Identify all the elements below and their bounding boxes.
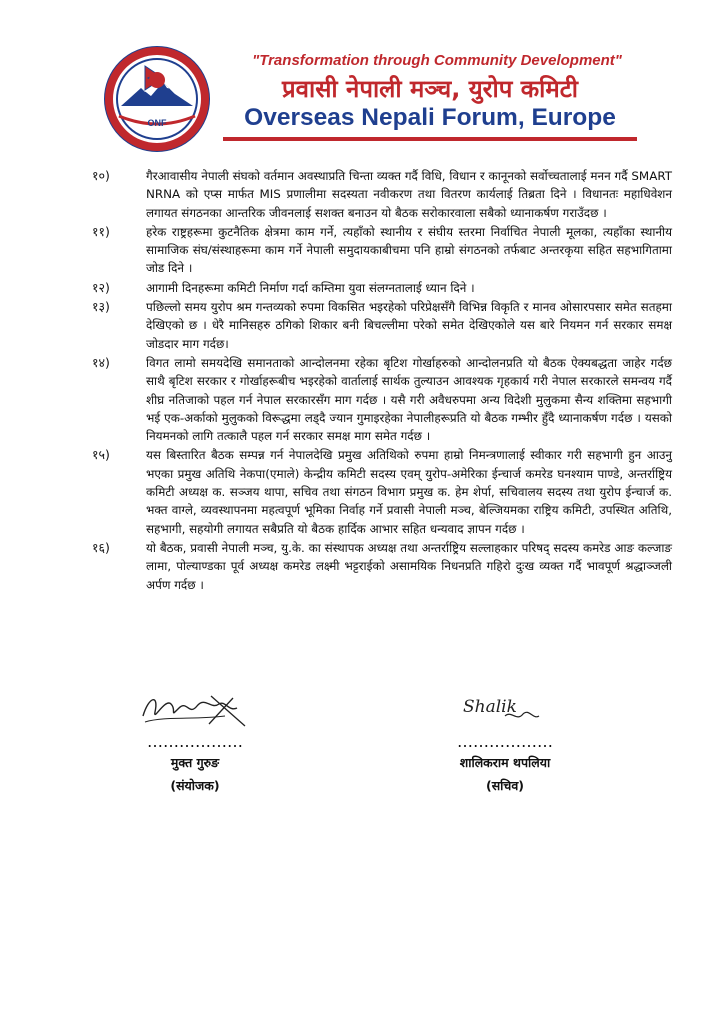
- item-number: ११): [92, 223, 110, 239]
- list-item: [92, 446, 672, 537]
- item-number: १४): [92, 354, 110, 370]
- list-item: [92, 167, 672, 222]
- resolution-list: [92, 167, 672, 595]
- signature-image: [435, 686, 575, 732]
- svg-text:Shalik: Shalik: [463, 697, 517, 717]
- item-text: हरेक राष्ट्रहरूमा कुटनैतिक क्षेत्रमा काम गर्ने, त्यहाँको स्थानीय र संघीय स्तरमा निर्वाचित नेपाली मूलका, त्यहाँका स्थानीय सामाजिक संघ/संस्थाहरूमा काम गर्ने नेपाली समुदायकाबीचमा पनि हाम्रो संगठनको तर्फबाट अन्तरकृया सहित सहभागितामा जोड दिने ।: [146, 224, 672, 276]
- signatory-role: (संयोजक): [170, 778, 220, 793]
- item-text: विगत लामो समयदेखि समानताको आन्दोलनमा रहेका बृटिश गोर्खाहरुको आन्दोलनप्रति यो बैठक ऐक्यबद्धता जाहेर गर्दछ साथै बृटिश सरकार र गोर्खाहरूबीच भइरहेको वार्तालाई सार्थक तुल्याउन आवश्यक गृहकार्य गरी नेपाल सरकारले समन्वय गर्दै शीघ्र नतिजाको पहल गर्न नेपाल सरकारसँग माग गर्दछ । यसै गरी अवैधरुपमा अन्य विदेशी मुलुकमा सैन्य शक्तिमा सहभागी भई एक-अर्काको मुलुकको विरूद्धमा लड्दै ज्यान गुमाइरहेका नेपालीहरूप्रति यो बैठक गम्भीर हुँदै ध्यानाकर्षण गर्दछ । यसको नियमनको लागि तत्कालै पहल गर्न सरकार समक्ष माग समेत गर्दछ ।: [146, 355, 672, 444]
- header-rule: [223, 137, 637, 141]
- item-text: आगामी दिनहरूमा कमिटी निर्माण गर्दा कम्तिमा युवा संलग्नतालाई ध्यान दिने ।: [146, 280, 475, 295]
- signature-dots: ………………: [457, 732, 553, 751]
- tagline: "Transformation through Community Development": [252, 52, 622, 69]
- letterhead: [95, 38, 640, 156]
- org-title-nepali: प्रवासी नेपाली मञ्च, युरोप कमिटी: [281, 75, 579, 103]
- signatory-name: शालिकराम थपलिया: [459, 755, 551, 770]
- logo-center-text: ONF: [147, 118, 167, 128]
- signature-image: [125, 686, 265, 732]
- list-item: [92, 539, 672, 594]
- list-item: [92, 354, 672, 445]
- item-number: १३): [92, 299, 110, 315]
- signatory-role: (सचिव): [485, 778, 524, 793]
- item-number: १२): [92, 279, 110, 295]
- signatory-name: मुक्त गुरुङ: [170, 755, 220, 770]
- item-text: पछिल्लो समय युरोप श्रम गन्तव्यको रुपमा विकसित भइरहेको परिप्रेक्षसँगै विभिन्न विकृति र मानव ओसारपसार समेत सतहमा देखिएको छ । धेरै मानिसहरु ठगिको शिकार बनी बिचल्लीमा परेको समेत देखिएकोले यस बारे नियमन गर्न सरकार समक्ष जोडदार माग गर्दछ।: [146, 300, 672, 351]
- list-item: [92, 298, 672, 353]
- item-number: १०): [92, 168, 110, 183]
- list-item: [92, 279, 672, 297]
- signature-block-secretary: [405, 686, 605, 794]
- signature-block-coordinator: [95, 686, 295, 794]
- item-text: यो बैठक, प्रवासी नेपाली मञ्च, यु.के. का संस्थापक अध्यक्ष तथा अन्तर्राष्ट्रिय सल्लाहकार परिषद् सदस्य कमरेड आङ कल्जाङ लामा, पोल्याण्डका पूर्व अध्यक्ष कमरेड लक्ष्मी भट्टराईको असामयिक निधनप्रति गहिरो दुःख व्यक्त गर्दै भावपूर्ण श्रद्धाञ्जली अर्पण गर्दछ ।: [146, 540, 672, 592]
- org-title-english: Overseas Nepali Forum, Europe: [244, 104, 616, 131]
- forum-logo: [97, 44, 217, 154]
- item-text: यस बिस्तारित बैठक सम्पन्न गर्न नेपालदेखि प्रमुख अतिथिको रुपमा हाम्रो निमन्त्रणालाई स्वीकार गरी सहभागी हुन आउनु भएका प्रमुख अतिथि नेकपा(एमाले) केन्द्रीय कमिटी सदस्य एवम् युरोप-अमेरिका ईन्चार्ज कमरेड घनश्याम पाण्डे, अन्तर्राष्ट्रिय कमिटी अध्यक्ष क. सञ्जय थापा, सचिव तथा संगठन विभाग प्रमुख क. हेम शेर्पा, सचिवालय सदस्य तथा युरोप ईन्चार्ज क. भक्त वाग्ले, व्यवस्थापनमा महत्वपूर्ण भूमिका निर्वाह गर्ने प्रवासी नेपाली मञ्च, बेल्जियमका राष्ट्रिय कमिटी, उपस्थित अतिथि, सहभागी, सहयोगी लगायत सबैप्रति यो बैठक हार्दिक आभार सहित धन्यवाद ज्ञापन गर्दछ ।: [146, 448, 672, 536]
- signature-dots: ………………: [147, 732, 243, 751]
- list-item: [92, 223, 672, 278]
- item-number: १६): [92, 539, 110, 555]
- item-number: १५): [92, 447, 110, 463]
- item-text: गैरआवासीय नेपाली संघको वर्तमान अवस्थाप्रति चिन्ता व्यक्त गर्दै विधि, विधान र कानूनको सर्वोच्चतालाई मनन गर्दै SMART NRNA को एप्स मार्फत MIS प्रणालीमा सदस्यता नवीकरण तथा वितरण कार्यलाई तिब्रता दिने । विधानतः महाधिवेशन लगायत संगठनका आन्तरिक जीवनलाई सशक्त बनाउन यो बैठक सरोकारवाला सबैको ध्यानाकर्षण गराउँदछ ।: [146, 169, 672, 220]
